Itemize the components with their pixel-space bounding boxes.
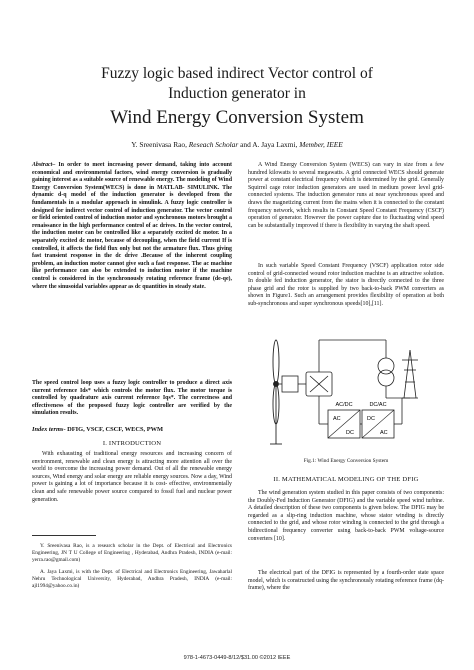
index-terms-text: - DFIG, VSCF, CSCF, WECS, PWM [63,426,164,433]
index-terms-lead: Index terms [32,426,64,433]
section-1-heading: I. INTRODUCTION [102,440,162,447]
author-join: and A. Jaya Laxmi, [238,140,300,149]
ac-right-label: AC [380,430,388,436]
grid-tower-icon [402,350,418,398]
ac-dc-label: AC/DC [335,402,353,408]
wecs-figure [258,326,434,454]
dc-right-label: DC [367,416,375,422]
index-terms [32,426,232,434]
transformer-icon [378,358,410,398]
author-1-role: Reseach Scholar [188,140,239,149]
right-paragraph-4: The electrical part of the DFIG is represented by a fourth-order state space model, which is constructed using the synchronously rotating reference frame (dq-frame), where the [248,570,444,592]
paper-title-line-2: Induction generator in [168,85,306,102]
figure-caption: Fig.1: Wind Energy Conversion System [303,458,389,464]
footnote-rule [32,535,96,536]
dc-ac-label: DC/AC [369,402,387,408]
abstract-paragraph-2: The speed control loop uses a fuzzy logic controller to produce a direct axis current reference Ids* which controls the motor flux. The motor torque is controlled by quadrature axis current reference Iqs*. The correctness and effectiveness of the proposed fuzzy logic controller are verified by the simulation results. [32,380,232,417]
author-1-name: Y. Sreenivasa Rao, [131,140,189,149]
abstract-paragraph [32,162,232,291]
right-paragraph-1: A Wind Energy Conversion System (WECS) can vary in size from a few hundred kilowatts to several megawatts. A grid connected WECS should generate power at constant electrical frequency which is determined by the grid. Generally Squirrel cage rotor induction generators are used in medium power level grid-connected systems. The induction generator runs at near synchronous speed and draws the magnetizing current from the mains when it is connected to the constant frequency network, which results in Constant Speed Constant Frequency (CSCF) operation of generator. However the power capture due to fluctuating wind speed can be substantially improved if there is flexibility in varying the shaft speed. [248,162,444,229]
right-paragraph-2: In such variable Speed Constant Frequency (VSCF) application rotor side control of grid-connected wound rotor induction machine is an attractive solution. In double fed induction generator, the stator is directly connected to the three phase grid and the rotor is supplied by two back-to-back PWM converters as shown in Figure1. Such an arrangement provides flexibility of operation at both sub-synchronous and super synchronous speeds[10],[11]. [248,263,444,307]
right-paragraph-3: The wind generation system studied in this paper consists of two components: the Doubly-Fed Induction Generator (DFIG) and the variable speed wind turbine. A detailed description of these two components is given below. The DFIG may be regarded as a slip-ring induction machine, whose stator winding is directly connected to the grid, and whose rotor winding is connected to the grid through a bidirectional frequency converter using back-to-back PWM voltage-source converters [10]. [248,490,444,542]
paper-title-line-3: Wind Energy Conversion System [110,107,364,128]
stator-to-grid-line [319,340,386,372]
dc-left-label: DC [346,430,354,436]
ac-left-label: AC [333,416,341,422]
section-2-heading: II. MATHEMATICAL MODELING OF THE DFIG [273,476,419,483]
gearbox-icon [279,376,306,392]
abstract-text: – In order to meet increasing power demand, taking into account economical and environmental factors, wind energy conversion is gradually gaining interest as a suitable source of renewable energy. The modeling of Wind Energy Conversion System(WECS) is done in MATLAB- SIMULINK. The dynamic d-q model of the induction generator is developed from the fundamentals in a modular approach in simulink. A fuzzy logic controller is designed for indirect vector control of induction generator. The vector control or field oriented control of induction motor and synchronous motors brought a renaissance in the high performance control of ac drives. In the vector control, the induction motor can be controlled like a separately excited dc motor. In a separately excited dc motor, because of decoupling, when the field current If is controlled, it affects the field flux only but not the armature flux. Thus giving fast transient response in the dc drive .Because of the inherent coupling problem, an induction motor cannot give such a fast response. The ac machine like performance can also be extended to induction motor if the machine control is considered in the synchronously rotating reference frame (de-qe), where the sinusoidal variables appear as dc quantities in steady state. [32,162,232,290]
introduction-paragraph: With exhausting of traditional energy resources and increasing concern of environment, renewable and clean energy is attracting more attention all over the world to overcome the increasing power demand. Out of all the renewable energy sources, Wind energy and solar energy are reliable energy sources. Now a day, Wind power is gaining a lot of importance because it is cost- effective, environmentally clean and safe renewable power source compared to fossil fuel and nuclear power generation. [32,451,232,503]
dfig-generator-icon [306,372,332,396]
author-line [20,140,454,150]
footnote-author-1: Y. Sreenivasa Rao, is a research scholar in the Dept. of Electrical and Electronics Engineering, JN T U College of Engineering , Hyderabad, Andhra Pradesh, INDIA (e-mail: yerra.rao@gmail.com) [32,543,232,563]
dc-ac-converter [362,402,394,438]
author-2-role: Member, IEEE [299,140,343,149]
copyright-line: 978-1-4673-0449-8/12/$31.00 ©2012 IEEE [183,655,291,661]
footnote-author-2: A. Jaya Laxmi, is with the Dept. of Electrical and Electronics Engineering, Jawaharlal Nehru Technological University, Hyderabad, Andhra Pradesh, INDIA (e-mail: ajl1994@yahoo.co.in) [32,569,232,589]
paper-title-line-1: Fuzzy logic based indirect Vector control of [101,65,373,82]
wind-turbine-icon [270,340,282,444]
ac-dc-converter [328,402,360,438]
abstract-lead: Abstract [32,162,53,168]
